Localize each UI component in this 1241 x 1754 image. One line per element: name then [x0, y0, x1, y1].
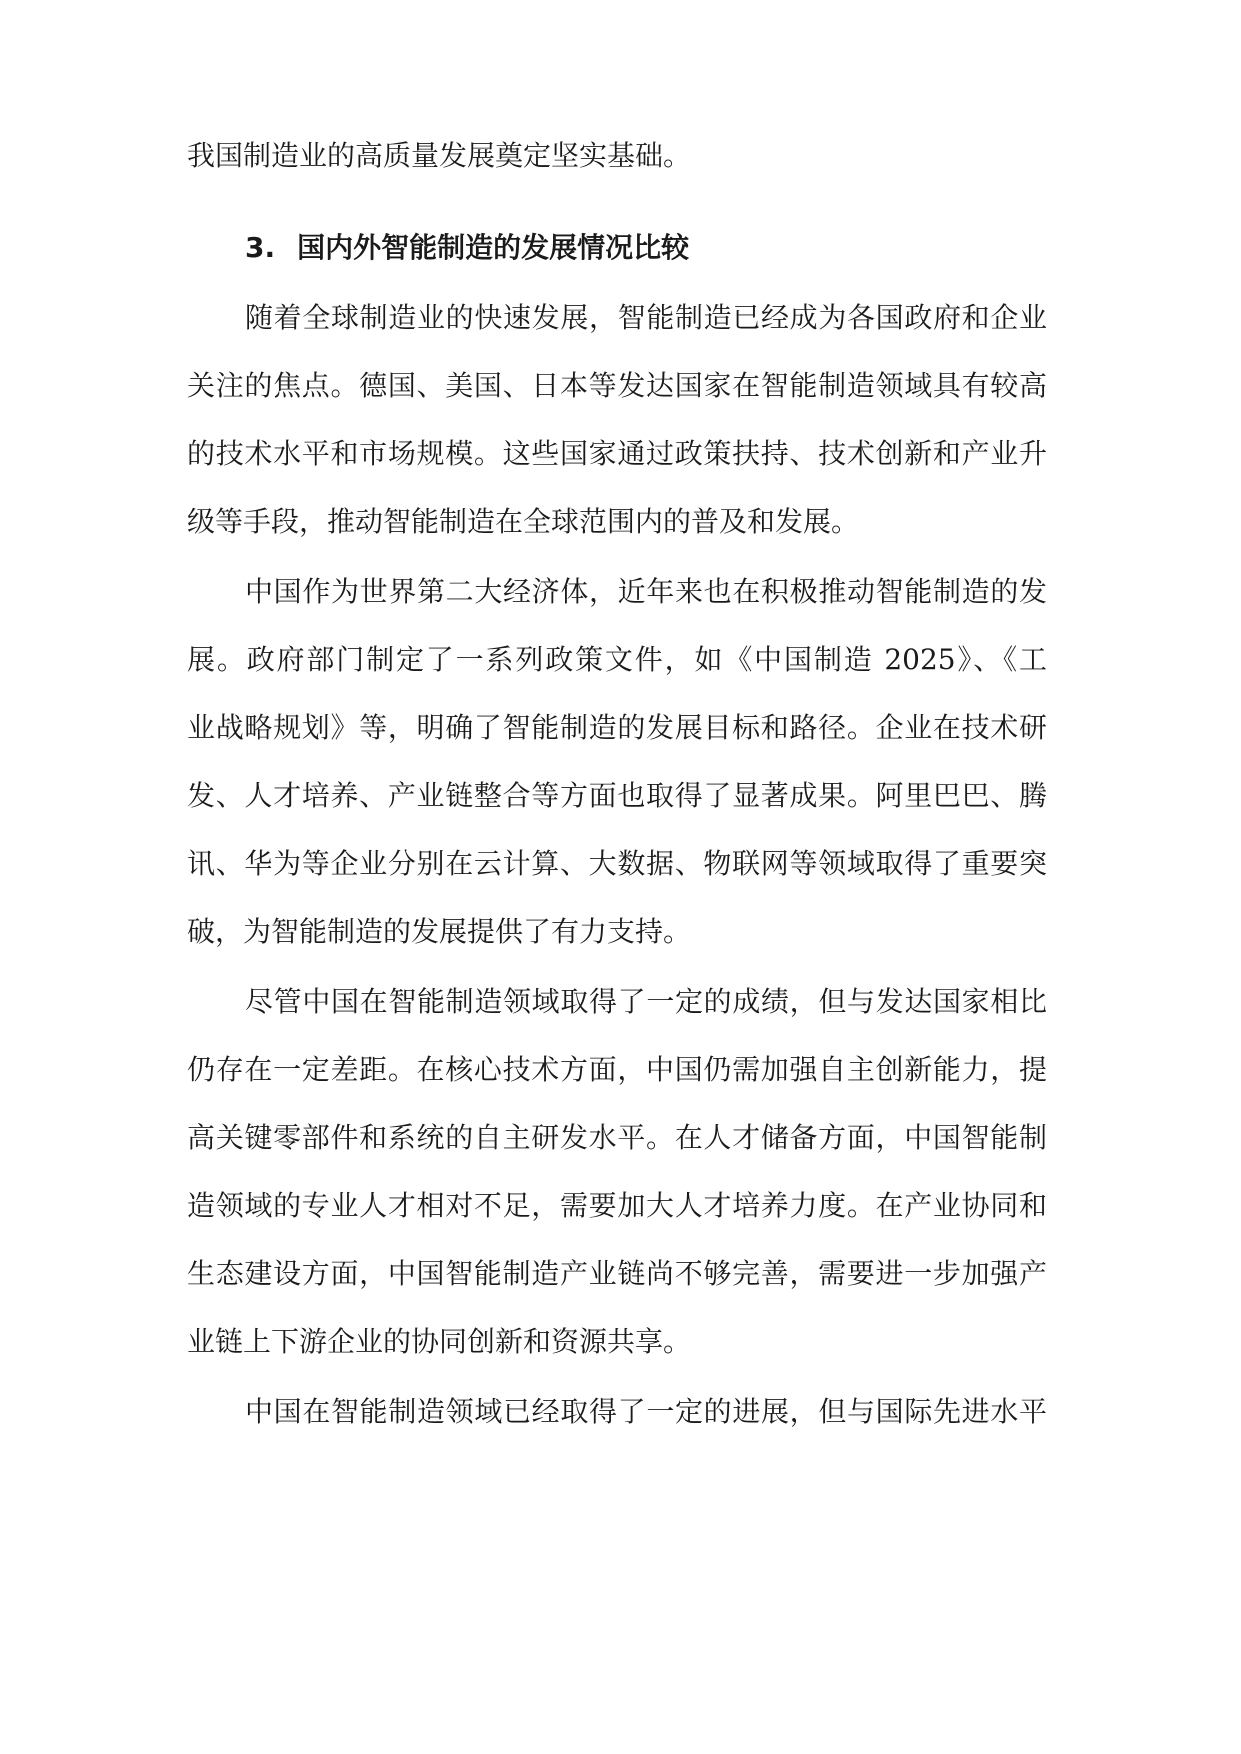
paragraph-1-line-4: 级等手段，推动智能制造在全球范围内的普及和发展。 [187, 505, 860, 538]
paragraph-2-line-5: 讯、华为等企业分别在云计算、大数据、物联网等领域取得了重要突 [187, 847, 1047, 880]
paragraph-2-line-6: 破，为智能制造的发展提供了有力支持。 [187, 915, 692, 948]
paragraph-3-line-6: 业链上下游企业的协同创新和资源共享。 [187, 1325, 692, 1358]
paragraph-1-line-3: 的技术水平和市场规模。这些国家通过政策扶持、技术创新和产业升 [187, 437, 1047, 470]
paragraph-3-line-4: 造领域的专业人才相对不足，需要加大人才培养力度。在产业协同和 [187, 1189, 1047, 1222]
paragraph-2-line-1: 中国作为世界第二大经济体，近年来也在积极推动智能制造的发 [245, 575, 1047, 608]
paragraph-2-line-4: 发、人才培养、产业链整合等方面也取得了显著成果。阿里巴巴、腾 [187, 779, 1047, 812]
paragraph-4-line-1: 中国在智能制造领域已经取得了一定的进展，但与国际先进水平 [245, 1395, 1047, 1428]
paragraph-3-line-2: 仍存在一定差距。在核心技术方面，中国仍需加强自主创新能力，提 [187, 1053, 1047, 1086]
paragraph-1-line-1: 随着全球制造业的快速发展，智能制造已经成为各国政府和企业 [245, 301, 1047, 334]
paragraph-3-line-3: 高关键零部件和系统的自主研发水平。在人才储备方面，中国智能制 [187, 1121, 1047, 1154]
paragraph-1-line-2: 关注的焦点。德国、美国、日本等发达国家在智能制造领域具有较高 [187, 369, 1047, 402]
section-heading [245, 228, 1005, 268]
paragraph-3-line-1: 尽管中国在智能制造领域取得了一定的成绩，但与发达国家相比 [245, 985, 1047, 1018]
section-title: 国内外智能制造的发展情况比较 [297, 231, 690, 264]
paragraph-2-line-2: 展。政府部门制定了一系列政策文件，如《中国制造 2025》、《工 [187, 643, 1047, 676]
paragraph-continuation-line: 我国制造业的高质量发展奠定坚实基础。 [187, 139, 692, 172]
paragraph-2-line-3: 业战略规划》等，明确了智能制造的发展目标和路径。企业在技术研 [187, 711, 1047, 744]
section-number: 3. [245, 231, 276, 264]
paragraph-3-line-5: 生态建设方面，中国智能制造产业链尚不够完善，需要进一步加强产 [187, 1257, 1047, 1290]
